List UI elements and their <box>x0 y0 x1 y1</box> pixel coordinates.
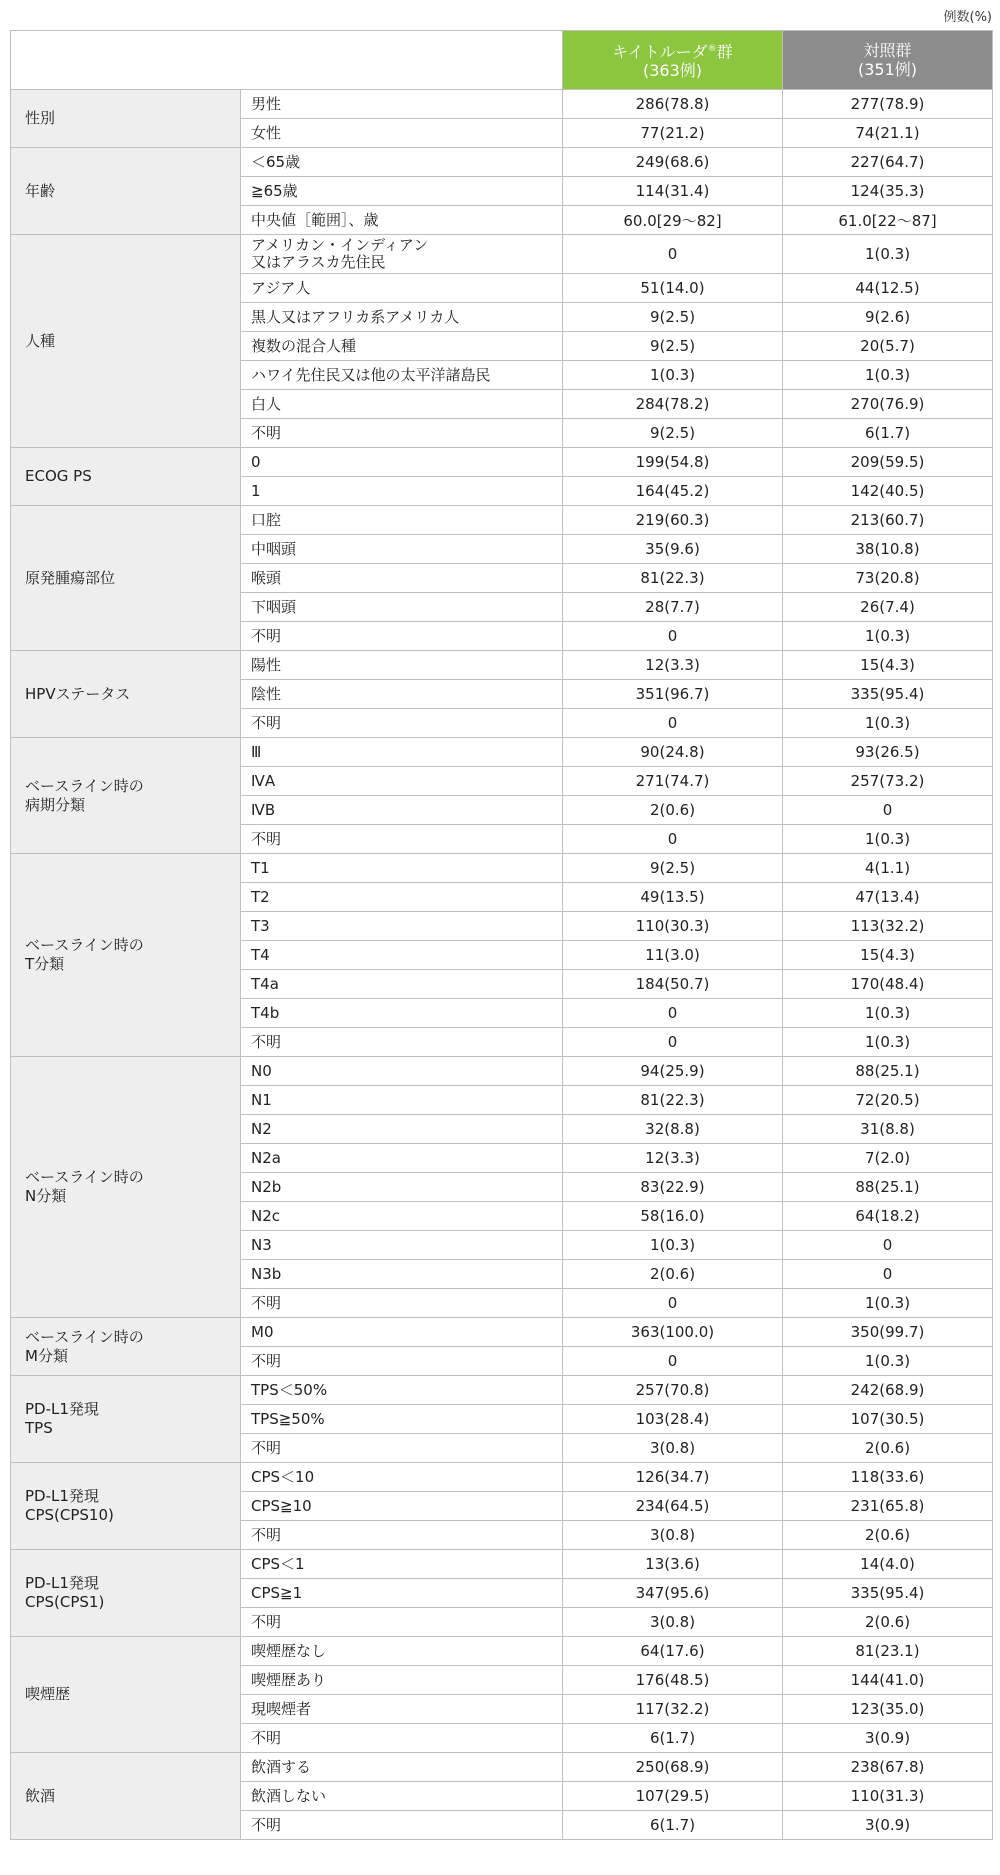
control-value-cell: 209(59.5) <box>783 448 993 477</box>
control-value-cell: 1(0.3) <box>783 1347 993 1376</box>
table-header-row <box>11 31 993 90</box>
subcategory-cell: N2c <box>241 1202 563 1231</box>
baseline-characteristics-table <box>10 30 993 1840</box>
keytruda-value-cell: 64(17.6) <box>563 1637 783 1666</box>
subcategory-cell: 不明 <box>241 1724 563 1753</box>
table-row <box>11 1637 993 1666</box>
keytruda-value-cell: 234(64.5) <box>563 1492 783 1521</box>
subcategory-cell: 喫煙歴なし <box>241 1637 563 1666</box>
subcategory-cell: N0 <box>241 1057 563 1086</box>
table-row <box>11 854 993 883</box>
keytruda-value-cell: 107(29.5) <box>563 1782 783 1811</box>
subcategory-cell: 喉頭 <box>241 564 563 593</box>
control-value-cell: 242(68.9) <box>783 1376 993 1405</box>
keytruda-value-cell: 6(1.7) <box>563 1811 783 1840</box>
keytruda-value-cell: 250(68.9) <box>563 1753 783 1782</box>
keytruda-value-cell: 81(22.3) <box>563 564 783 593</box>
control-value-cell: 88(25.1) <box>783 1057 993 1086</box>
subcategory-cell: アメリカン・インディアン 又はアラスカ先住民 <box>241 235 563 274</box>
subcategory-cell: 複数の混合人種 <box>241 332 563 361</box>
category-cell: 飲酒 <box>11 1753 241 1840</box>
control-value-cell: 72(20.5) <box>783 1086 993 1115</box>
subcategory-cell: 1 <box>241 477 563 506</box>
table-row <box>11 448 993 477</box>
keytruda-value-cell: 0 <box>563 999 783 1028</box>
category-cell: ベースライン時の 病期分類 <box>11 738 241 854</box>
subcategory-cell: 不明 <box>241 1434 563 1463</box>
keytruda-value-cell: 28(7.7) <box>563 593 783 622</box>
keytruda-value-cell: 0 <box>563 709 783 738</box>
keytruda-value-cell: 184(50.7) <box>563 970 783 999</box>
control-value-cell: 113(32.2) <box>783 912 993 941</box>
subcategory-cell: 陰性 <box>241 680 563 709</box>
control-value-cell: 6(1.7) <box>783 419 993 448</box>
table-row <box>11 738 993 767</box>
keytruda-value-cell: 110(30.3) <box>563 912 783 941</box>
keytruda-value-cell: 11(3.0) <box>563 941 783 970</box>
subcategory-cell: CPS≧10 <box>241 1492 563 1521</box>
keytruda-group-name: キイトルーダ <box>612 42 708 62</box>
table-row <box>11 90 993 119</box>
subcategory-cell: T4 <box>241 941 563 970</box>
subcategory-cell: 陽性 <box>241 651 563 680</box>
category-cell: 喫煙歴 <box>11 1637 241 1753</box>
control-value-cell: 0 <box>783 796 993 825</box>
keytruda-value-cell: 257(70.8) <box>563 1376 783 1405</box>
keytruda-value-cell: 126(34.7) <box>563 1463 783 1492</box>
keytruda-value-cell: 0 <box>563 825 783 854</box>
control-value-cell: 1(0.3) <box>783 361 993 390</box>
control-value-cell: 7(2.0) <box>783 1144 993 1173</box>
control-value-cell: 1(0.3) <box>783 622 993 651</box>
table-row <box>11 1753 993 1782</box>
control-group-n: (351例) <box>857 60 918 79</box>
keytruda-value-cell: 90(24.8) <box>563 738 783 767</box>
keytruda-value-cell: 2(0.6) <box>563 1260 783 1289</box>
keytruda-value-cell: 3(0.8) <box>563 1434 783 1463</box>
table-row <box>11 1376 993 1405</box>
keytruda-value-cell: 1(0.3) <box>563 1231 783 1260</box>
header-blank-cell <box>11 31 563 90</box>
subcategory-cell: ハワイ先住民又は他の太平洋諸島民 <box>241 361 563 390</box>
table-row <box>11 1057 993 1086</box>
control-value-cell: 3(0.9) <box>783 1724 993 1753</box>
control-value-cell: 142(40.5) <box>783 477 993 506</box>
control-value-cell: 38(10.8) <box>783 535 993 564</box>
subcategory-cell: M0 <box>241 1318 563 1347</box>
control-value-cell: 15(4.3) <box>783 941 993 970</box>
control-value-cell: 1(0.3) <box>783 235 993 274</box>
control-value-cell: 213(60.7) <box>783 506 993 535</box>
subcategory-cell: T2 <box>241 883 563 912</box>
keytruda-value-cell: 351(96.7) <box>563 680 783 709</box>
subcategory-cell: N2 <box>241 1115 563 1144</box>
control-value-cell: 0 <box>783 1231 993 1260</box>
control-value-cell: 257(73.2) <box>783 767 993 796</box>
subcategory-cell: 不明 <box>241 709 563 738</box>
control-value-cell: 335(95.4) <box>783 680 993 709</box>
subcategory-cell: T4b <box>241 999 563 1028</box>
subcategory-cell: N3 <box>241 1231 563 1260</box>
subcategory-cell: N2b <box>241 1173 563 1202</box>
control-value-cell: 1(0.3) <box>783 709 993 738</box>
keytruda-value-cell: 347(95.6) <box>563 1579 783 1608</box>
keytruda-value-cell: 9(2.5) <box>563 303 783 332</box>
keytruda-value-cell: 9(2.5) <box>563 419 783 448</box>
keytruda-value-cell: 13(3.6) <box>563 1550 783 1579</box>
unit-label: 例数(%) <box>943 10 992 25</box>
keytruda-value-cell: 94(25.9) <box>563 1057 783 1086</box>
table-row <box>11 1463 993 1492</box>
keytruda-value-cell: 32(8.8) <box>563 1115 783 1144</box>
subcategory-cell: CPS＜10 <box>241 1463 563 1492</box>
subcategory-cell: CPS≧1 <box>241 1579 563 1608</box>
category-cell: ベースライン時の T分類 <box>11 854 241 1057</box>
keytruda-group-header <box>563 31 783 90</box>
keytruda-value-cell: 199(54.8) <box>563 448 783 477</box>
keytruda-value-cell: 284(78.2) <box>563 390 783 419</box>
control-value-cell: 15(4.3) <box>783 651 993 680</box>
keytruda-value-cell: 49(13.5) <box>563 883 783 912</box>
control-value-cell: 4(1.1) <box>783 854 993 883</box>
table-row <box>11 148 993 177</box>
control-value-cell: 123(35.0) <box>783 1695 993 1724</box>
category-cell: 性別 <box>11 90 241 148</box>
subcategory-cell: ⅣB <box>241 796 563 825</box>
subcategory-cell: 不明 <box>241 1347 563 1376</box>
keytruda-value-cell: 271(74.7) <box>563 767 783 796</box>
control-value-cell: 44(12.5) <box>783 274 993 303</box>
control-value-cell: 1(0.3) <box>783 1028 993 1057</box>
subcategory-cell: 不明 <box>241 419 563 448</box>
keytruda-value-cell: 77(21.2) <box>563 119 783 148</box>
subcategory-cell: 飲酒する <box>241 1753 563 1782</box>
table-row <box>11 506 993 535</box>
control-value-cell: 1(0.3) <box>783 825 993 854</box>
control-value-cell: 1(0.3) <box>783 1289 993 1318</box>
subcategory-cell: 中央値［範囲］、歳 <box>241 206 563 235</box>
keytruda-value-cell: 60.0[29～82] <box>563 206 783 235</box>
subcategory-cell: 不明 <box>241 825 563 854</box>
control-value-cell: 74(21.1) <box>783 119 993 148</box>
control-value-cell: 20(5.7) <box>783 332 993 361</box>
keytruda-value-cell: 1(0.3) <box>563 361 783 390</box>
keytruda-value-cell: 176(48.5) <box>563 1666 783 1695</box>
subcategory-cell: 不明 <box>241 622 563 651</box>
keytruda-value-cell: 3(0.8) <box>563 1608 783 1637</box>
subcategory-cell: CPS＜1 <box>241 1550 563 1579</box>
control-value-cell: 9(2.6) <box>783 303 993 332</box>
control-value-cell: 124(35.3) <box>783 177 993 206</box>
table-row <box>11 235 993 274</box>
category-cell: HPVステータス <box>11 651 241 738</box>
table-body <box>11 90 993 1840</box>
control-value-cell: 73(20.8) <box>783 564 993 593</box>
control-value-cell: 47(13.4) <box>783 883 993 912</box>
keytruda-value-cell: 219(60.3) <box>563 506 783 535</box>
control-value-cell: 81(23.1) <box>783 1637 993 1666</box>
subcategory-cell: 中咽頭 <box>241 535 563 564</box>
keytruda-value-cell: 0 <box>563 1347 783 1376</box>
control-value-cell: 110(31.3) <box>783 1782 993 1811</box>
keytruda-value-cell: 103(28.4) <box>563 1405 783 1434</box>
control-value-cell: 64(18.2) <box>783 1202 993 1231</box>
keytruda-value-cell: 164(45.2) <box>563 477 783 506</box>
subcategory-cell: 不明 <box>241 1521 563 1550</box>
subcategory-cell: 口腔 <box>241 506 563 535</box>
control-value-cell: 31(8.8) <box>783 1115 993 1144</box>
subcategory-cell: 不明 <box>241 1028 563 1057</box>
subcategory-cell: TPS＜50% <box>241 1376 563 1405</box>
control-value-cell: 350(99.7) <box>783 1318 993 1347</box>
subcategory-cell: 黒人又はアフリカ系アメリカ人 <box>241 303 563 332</box>
subcategory-cell: 現喫煙者 <box>241 1695 563 1724</box>
control-value-cell: 170(48.4) <box>783 970 993 999</box>
keytruda-value-cell: 12(3.3) <box>563 651 783 680</box>
category-cell: 原発腫瘍部位 <box>11 506 241 651</box>
keytruda-group-n: (363例) <box>642 61 703 81</box>
keytruda-value-cell: 9(2.5) <box>563 854 783 883</box>
keytruda-value-cell: 51(14.0) <box>563 274 783 303</box>
control-group-header <box>783 31 993 90</box>
control-value-cell: 1(0.3) <box>783 999 993 1028</box>
control-value-cell: 2(0.6) <box>783 1608 993 1637</box>
keytruda-value-cell: 58(16.0) <box>563 1202 783 1231</box>
control-value-cell: 93(26.5) <box>783 738 993 767</box>
control-value-cell: 2(0.6) <box>783 1434 993 1463</box>
control-value-cell: 0 <box>783 1260 993 1289</box>
control-value-cell: 14(4.0) <box>783 1550 993 1579</box>
keytruda-value-cell: 0 <box>563 622 783 651</box>
control-value-cell: 144(41.0) <box>783 1666 993 1695</box>
keytruda-value-cell: 35(9.6) <box>563 535 783 564</box>
subcategory-cell: 不明 <box>241 1289 563 1318</box>
category-cell: 人種 <box>11 235 241 448</box>
category-cell: PD-L1発現 CPS(CPS1) <box>11 1550 241 1637</box>
subcategory-cell: T4a <box>241 970 563 999</box>
subcategory-cell: 白人 <box>241 390 563 419</box>
keytruda-value-cell: 6(1.7) <box>563 1724 783 1753</box>
control-value-cell: 118(33.6) <box>783 1463 993 1492</box>
keytruda-value-cell: 12(3.3) <box>563 1144 783 1173</box>
control-value-cell: 277(78.9) <box>783 90 993 119</box>
subcategory-cell: 0 <box>241 448 563 477</box>
keytruda-value-cell: 363(100.0) <box>563 1318 783 1347</box>
keytruda-value-cell: 286(78.8) <box>563 90 783 119</box>
subcategory-cell: ＜65歳 <box>241 148 563 177</box>
subcategory-cell: 不明 <box>241 1608 563 1637</box>
control-value-cell: 2(0.6) <box>783 1521 993 1550</box>
keytruda-value-cell: 3(0.8) <box>563 1521 783 1550</box>
control-value-cell: 107(30.5) <box>783 1405 993 1434</box>
keytruda-value-cell: 0 <box>563 235 783 274</box>
keytruda-value-cell: 9(2.5) <box>563 332 783 361</box>
keytruda-value-cell: 83(22.9) <box>563 1173 783 1202</box>
subcategory-cell: 喫煙歴あり <box>241 1666 563 1695</box>
category-cell: 年齢 <box>11 148 241 235</box>
category-cell: PD-L1発現 TPS <box>11 1376 241 1463</box>
table-row <box>11 651 993 680</box>
control-value-cell: 61.0[22～87] <box>783 206 993 235</box>
subcategory-cell: 下咽頭 <box>241 593 563 622</box>
subcategory-cell: N2a <box>241 1144 563 1173</box>
subcategory-cell: 不明 <box>241 1811 563 1840</box>
category-cell: ベースライン時の N分類 <box>11 1057 241 1318</box>
subcategory-cell: TPS≧50% <box>241 1405 563 1434</box>
subcategory-cell: ⅣA <box>241 767 563 796</box>
subcategory-cell: Ⅲ <box>241 738 563 767</box>
category-cell: PD-L1発現 CPS(CPS10) <box>11 1463 241 1550</box>
control-value-cell: 88(25.1) <box>783 1173 993 1202</box>
subcategory-cell: N3b <box>241 1260 563 1289</box>
subcategory-cell: T1 <box>241 854 563 883</box>
table-row <box>11 1550 993 1579</box>
keytruda-value-cell: 0 <box>563 1289 783 1318</box>
control-value-cell: 270(76.9) <box>783 390 993 419</box>
keytruda-value-cell: 249(68.6) <box>563 148 783 177</box>
category-cell: ベースライン時の M分類 <box>11 1318 241 1376</box>
control-value-cell: 335(95.4) <box>783 1579 993 1608</box>
control-value-cell: 227(64.7) <box>783 148 993 177</box>
keytruda-value-cell: 117(32.2) <box>563 1695 783 1724</box>
keytruda-value-cell: 114(31.4) <box>563 177 783 206</box>
control-value-cell: 231(65.8) <box>783 1492 993 1521</box>
control-value-cell: 3(0.9) <box>783 1811 993 1840</box>
table-row <box>11 1318 993 1347</box>
subcategory-cell: T3 <box>241 912 563 941</box>
subcategory-cell: ≧65歳 <box>241 177 563 206</box>
control-value-cell: 238(67.8) <box>783 1753 993 1782</box>
category-cell: ECOG PS <box>11 448 241 506</box>
subcategory-cell: 男性 <box>241 90 563 119</box>
keytruda-value-cell: 0 <box>563 1028 783 1057</box>
keytruda-value-cell: 81(22.3) <box>563 1086 783 1115</box>
keytruda-value-cell: 2(0.6) <box>563 796 783 825</box>
keytruda-group-suffix: 群 <box>716 42 733 62</box>
subcategory-cell: N1 <box>241 1086 563 1115</box>
registered-mark: ® <box>707 43 717 54</box>
subcategory-cell: アジア人 <box>241 274 563 303</box>
control-value-cell: 26(7.4) <box>783 593 993 622</box>
control-group-name: 対照群 <box>863 41 912 60</box>
subcategory-cell: 女性 <box>241 119 563 148</box>
subcategory-cell: 飲酒しない <box>241 1782 563 1811</box>
